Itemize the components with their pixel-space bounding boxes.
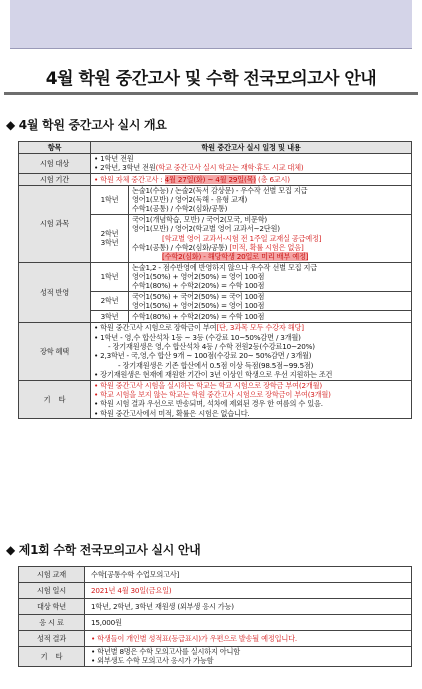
etc-label: 기 타	[19, 380, 91, 418]
exam-fee-value: 15,000원	[85, 615, 412, 631]
period-dates: 4월 27일(화) ~ 4월 29일(목)	[164, 174, 256, 184]
scholarship-label: 장학 혜택	[19, 323, 91, 380]
exam-date-label: 시험 일시	[19, 583, 85, 599]
subjects-grade1-content: 논술1(수능) / 논술2(독서 감상문) - 우수작 선별 모집 지급 영어1(모반) / 영어2(독해 - 유형 교재) 수학1(공통) / 수학2(심화/공통)	[129, 185, 412, 214]
exam-material-value: 수학[공통수학 수업모의고사]	[85, 567, 412, 583]
notes-label: 기 타	[19, 647, 85, 667]
target-grade-label: 대상 학년	[19, 599, 85, 615]
grading-grade3-content: 수학1(80%) + 수학2(20%) = 수학 100점	[129, 311, 412, 323]
exam-material-label: 시험 교재	[19, 567, 85, 583]
exam-date-value: 2021년 4월 30일(금요일)	[85, 583, 412, 599]
subjects-grade23-content: 국어1(개념학습, 모반) / 국어2(모국, 비문학) 영어1(모반) / 영어2(학교별 영어 교과서~2단원) [학교별 영어 교과서-시험 전 1주일 교재실 공급예정] 수학1(공통) / 수학2(심화/공통) [미적, 확률 시험은 없음] [수학2(심화) - 해당학생 20일로 미리 배부 예정]	[129, 214, 412, 262]
grading-grade2-content: 국어1(50%) + 국어2(50%) = 국어 100점 영어1(50%) + 영어2(50%) = 영어 100점	[129, 291, 412, 311]
midterm-table	[18, 141, 412, 419]
period-content: • 학원 자체 중간고사 : 4월 27일(화) ~ 4월 29일(목) (총 6교시)	[91, 173, 412, 185]
grading-grade1-content: 논술1,2 - 점수반영에 반영하지 않으나 우수작 선별 모집 지급 영어1(50%) + 영어2(50%) = 영어 100점 수학1(80%) + 수학2(20%) = 수학 100점	[129, 262, 412, 291]
subjects-label: 시험 과목	[19, 185, 91, 262]
header-item: 항목	[19, 142, 91, 154]
header-banner	[10, 0, 412, 49]
target-grade-value: 1학년, 2학년, 3학년 재원생 (외부생 응시 가능)	[85, 599, 412, 615]
grading-label: 성적 반영	[19, 262, 91, 323]
results-value: • 학생들이 개인별 성적표(등급표시)가 우편으로 발송될 예정입니다.	[85, 631, 412, 647]
section1-heading: ◆ 4월 학원 중간고사 실시 개요	[6, 118, 167, 132]
subjects-grade23: 2학년 3학년	[91, 214, 129, 262]
grading-grade2: 2학년	[91, 291, 129, 311]
mock-exam-table	[18, 566, 412, 667]
scholarship-content: • 학원 중간고사 시험으로 장학금이 부여[단, 3과목 모두 수강자 해당] • 1학년 - 영,수 합산석차 1등 ~ 3등 (수강료 10~50%감면 / 3개월) - 장기재원생은 영,수 합산석차 4등 / 수학 전원2등(수강료10~20%) • 2,3학년 - 국,영,수 합산 9개 ~ 100점(수강료 20~ 50%감면 / 3개월) - 장기재원생은 기존 합산에서 0.5점 이상 득점(98.5점~99.5점) • 장기재원생은 현재에 재원한 기간이 3년 이상인 학생으로 우선 지원하는 조건	[91, 323, 412, 380]
target-line-1: • 1학년 전원	[94, 154, 134, 163]
etc-content: • 학원 중간고사 시험을 실시하는 학교는 학교 시험으로 장학금 부여(2개월) • 학교 시험을 보지 않는 학교는 학원 중간고사 시험으로 장학금이 부여(3개월) • 학원 시험 결과 우선으로 반송되며, 석차에 제외된 경우 한 여름의 수 있음. • 학원 중간고사에서 미적, 확률은 시험은 없습니다.	[91, 380, 412, 418]
target-content	[91, 154, 412, 174]
subjects-grade1: 1학년	[91, 185, 129, 214]
grading-grade3: 3학년	[91, 311, 129, 323]
page-title: 4월 학원 중간고사 및 수학 전국모의고사 안내	[45, 69, 377, 89]
section2-heading: ◆ 제1회 수학 전국모의고사 실시 안내	[6, 543, 201, 557]
target-line-2: • 2학년, 3학년 전원(학교 중간고사 실시 학교는 재학·휴도 시교 대체)	[94, 163, 304, 173]
target-label: 시험 대상	[19, 154, 91, 174]
period-label: 시험 기간	[19, 173, 91, 185]
exam-fee-label: 응 시 료	[19, 615, 85, 631]
notes-value: • 학년별 8명은 수학 모의고사를 실시하지 아니함 • 외부생도 수학 모의고사 응시가 가능함	[85, 647, 412, 667]
title-underline	[4, 92, 418, 95]
grading-grade1: 1학년	[91, 262, 129, 291]
header-content: 학원 중간고사 실시 일정 및 내용	[91, 142, 412, 154]
results-label: 성적 결과	[19, 631, 85, 647]
